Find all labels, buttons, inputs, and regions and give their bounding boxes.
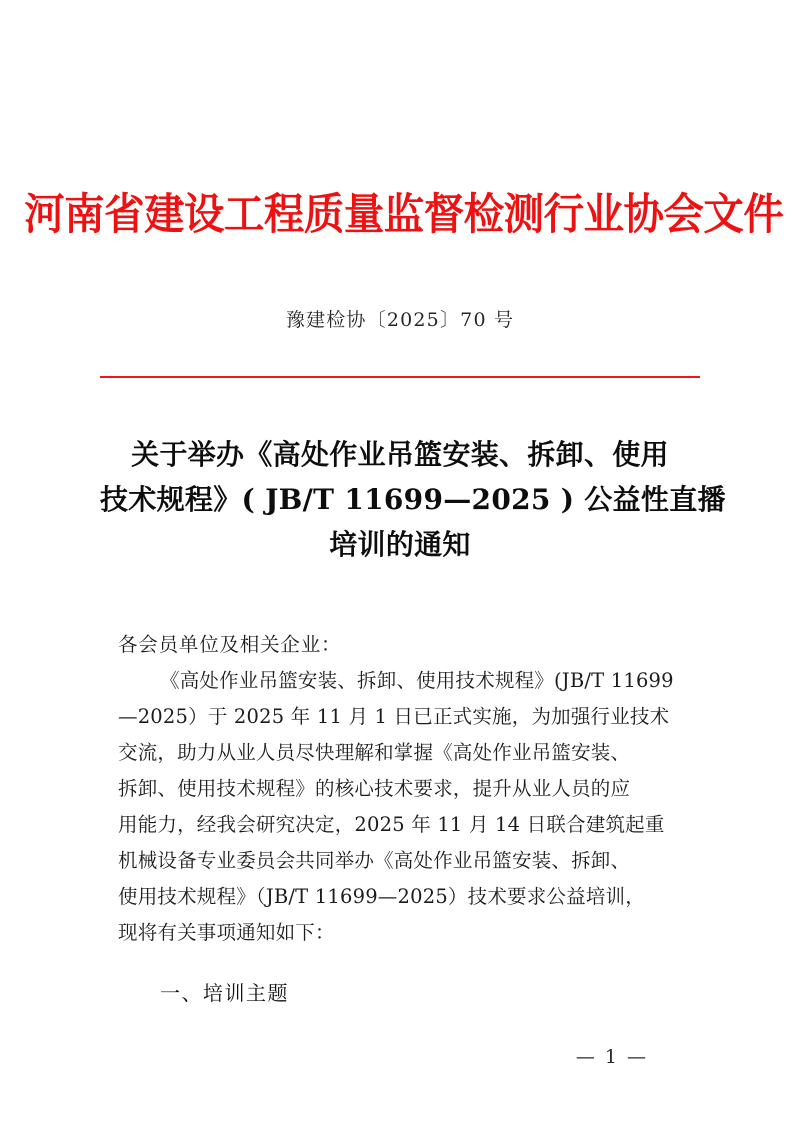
body-line: 拆卸、使用技术规程》的核心技术要求，提升从业人员的应: [118, 777, 631, 800]
body-line: 《高处作业吊篮安装、拆卸、使用技术规程》(JB/T 11699: [160, 669, 674, 692]
body-line: 用能力，经我会研究决定，2025 年 11 月 14 日联合建筑起重: [118, 813, 665, 836]
salutation: 各会员单位及相关企业：: [118, 633, 342, 656]
page-number-footer: — 1 —: [575, 1046, 648, 1068]
document-body: [118, 627, 684, 951]
document-title: [100, 432, 726, 567]
red-separator-rule: [100, 376, 700, 378]
document-title-line: 关于举办《高处作业吊篮安装、拆卸、使用: [131, 438, 669, 471]
body-line: 使用技术规程》（JB/T 11699—2025）技术要求公益培训，: [118, 885, 645, 908]
body-line: —2025）于 2025 年 11 月 1 日已正式实施，为加强行业技术: [118, 705, 670, 728]
document-title-line: 培训的通知: [329, 528, 471, 561]
document-title-line: 技术规程》( JB/T 11699—2025 ) 公益性直播: [100, 483, 726, 516]
document-serial-number: 豫建检协〔2025〕70 号: [285, 309, 515, 331]
masthead: [0, 186, 800, 244]
section-heading-training-topic: 一、培训主题: [160, 981, 289, 1005]
masthead-title: 河南省建设工程质量监督检测行业协会文件: [24, 190, 784, 240]
body-line: 现将有关事项通知如下：: [118, 921, 335, 944]
body-line: 机械设备专业委员会共同举办《高处作业吊篮安装、拆卸、: [118, 849, 631, 872]
body-line: 交流，助力从业人员尽快理解和掌握《高处作业吊篮安装、: [118, 741, 631, 764]
